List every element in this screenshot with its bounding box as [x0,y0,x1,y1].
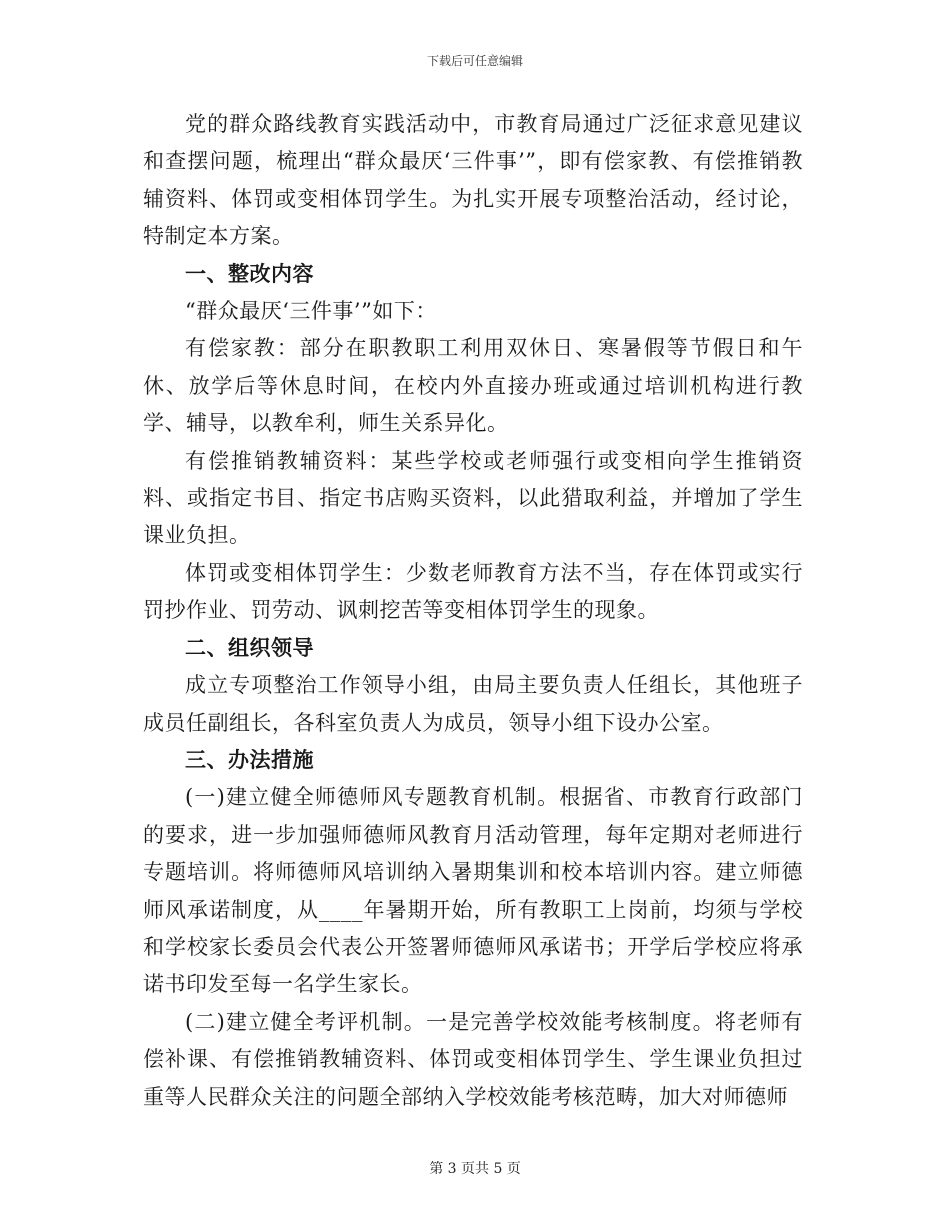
section-2-heading: 二、组织领导 [185,635,314,660]
item-corporal-punishment: 体罚或变相体罚学生：少数老师教育方法不当，存在体罚或实行罚抄作业、罚劳动、讽刺挖苦等变相体罚学生的现象。 [143,560,803,623]
section-1-lead: “群众最厌‘三件事’”如下： [185,299,437,324]
measure-2-paragraph: (二)建立健全考评机制。一是完善学校效能考核制度。将老师有偿补课、有偿推销教辅资料、体罚或变相体罚学生、学生课业负担过重等人民群众关注的问题全部纳入学校效能考核范畴，加大对师德师 [143,1009,803,1109]
page-footer: 第 3 页共 5 页 [429,1161,521,1177]
item-paid-tutoring: 有偿家教：部分在职教职工利用双休日、寒暑假等节假日和午休、放学后等休息时间，在校内外直接办班或通过培训机构进行教学、辅导，以教牟利，师生关系异化。 [143,336,803,436]
measure-1-paragraph: (一)建立健全师德师风专题教育机制。根据省、市教育行政部门的要求，进一步加强师德师风教育月活动管理，每年定期对老师进行专题培训。将师德师风培训纳入暑期集训和校本培训内容。建立师德师风承诺制度，从____年暑期开始，所有教职工上岗前，均须与学校和学校家长委员会代表公开签署师德师风承诺书；开学后学校应将承诺书印发至每一名学生家长。 [143,785,803,997]
item-paid-materials: 有偿推销教辅资料：某些学校或老师强行或变相向学生推销资料、或指定书目、指定书店购买资料，以此猎取利益，并增加了学生课业负担。 [143,448,803,548]
page-header: 下载后可任意编辑 [426,54,523,68]
section-1-heading: 一、整改内容 [185,261,314,286]
document-body [143,106,803,1116]
section-2-paragraph: 成立专项整治工作领导小组，由局主要负责人任组长，其他班子成员任副组长，各科室负责人为成员，领导小组下设办公室。 [143,673,803,735]
section-3-heading: 三、办法措施 [185,747,314,772]
intro-paragraph: 党的群众路线教育实践活动中，市教育局通过广泛征求意见建议和查摆问题，梳理出“群众最厌‘三件事’”，即有偿家教、有偿推销教辅资料、体罚或变相体罚学生。为扎实开展专项整治活动，经讨论，特制定本方案。 [143,112,803,249]
